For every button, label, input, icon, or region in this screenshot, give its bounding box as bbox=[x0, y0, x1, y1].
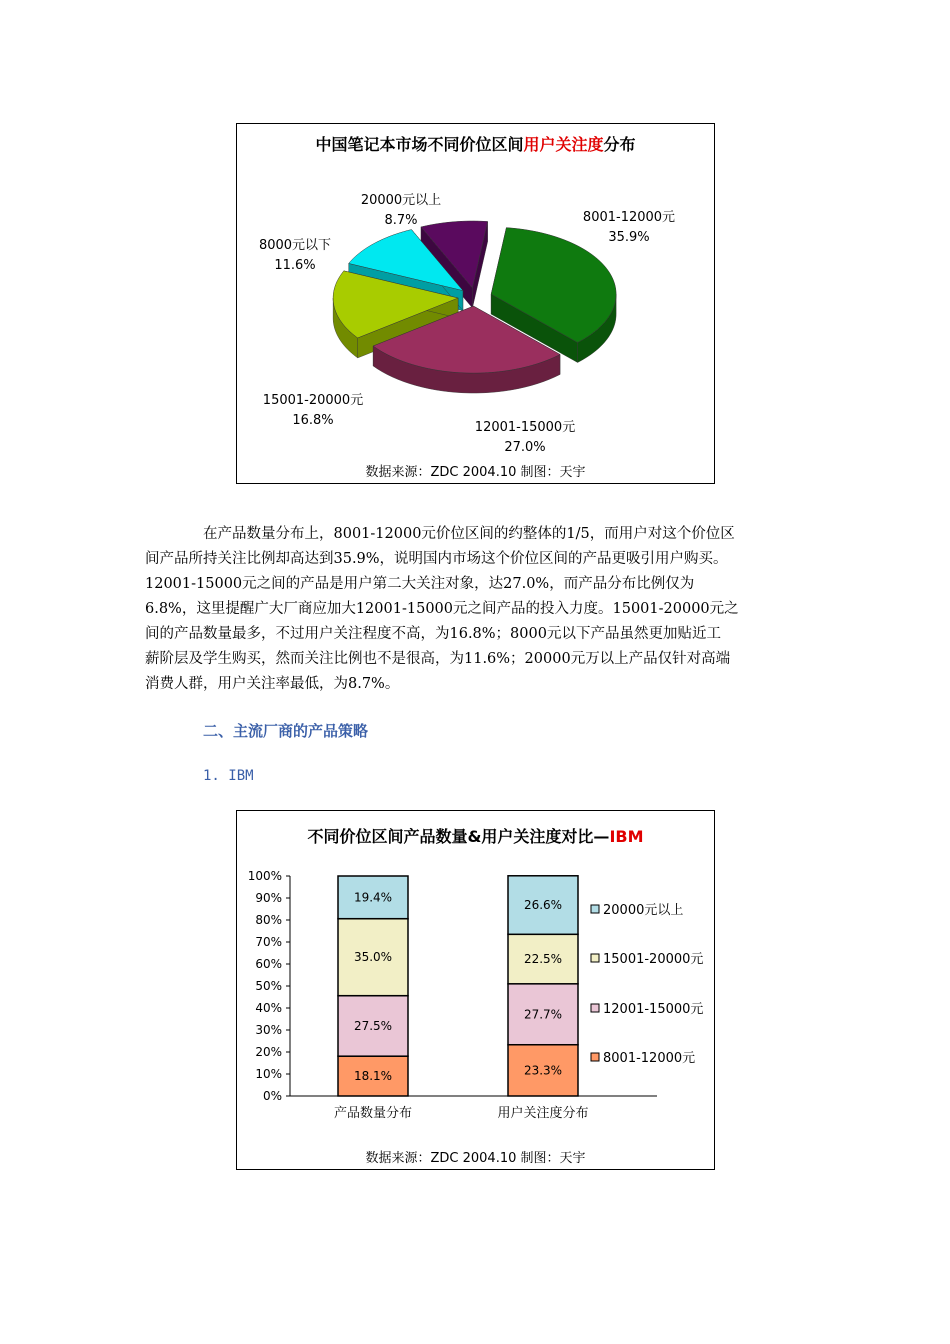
pie-slice-label: 15001-20000元 bbox=[262, 393, 364, 408]
pie-slice-value: 11.6% bbox=[274, 258, 316, 273]
x-category-label: 用户关注度分布 bbox=[497, 1106, 589, 1121]
paragraph-line: 薪阶层及学生购买，然而关注比例也不是很高，为11.6%；20000元万以上产品仅针对高端 bbox=[145, 651, 731, 667]
paragraph-line: 间的产品数量最多，不过用户关注程度不高，为16.8%；8000元以下产品虽然更加贴近工 bbox=[145, 626, 721, 642]
bar-value-label: 18.1% bbox=[353, 1069, 393, 1084]
pie-title-suffix: 分布 bbox=[603, 135, 636, 154]
pie-chart-figure bbox=[236, 123, 715, 484]
legend-swatch bbox=[591, 1004, 599, 1012]
legend-label: 12001-15000元 bbox=[603, 1002, 704, 1017]
y-tick-label: 80% bbox=[255, 913, 282, 927]
legend-swatch bbox=[591, 905, 599, 913]
bar-chart-figure bbox=[236, 810, 715, 1170]
bar-value-label: 19.4% bbox=[353, 890, 393, 905]
paragraph-line: 消费人群，用户关注率最低，为8.7%。 bbox=[145, 676, 400, 692]
paragraph-line: 12001-15000元之间的产品是用户第二大关注对象，达27.0%，而产品分布比例仅为 bbox=[145, 576, 695, 592]
analysis-paragraph bbox=[145, 522, 807, 697]
pie-slice-label: 8001-12000元 bbox=[582, 210, 676, 225]
pie-slice-label: 20000元以上 bbox=[360, 193, 442, 208]
legend-swatch bbox=[591, 954, 599, 962]
pie-slice-label: 8000元以下 bbox=[258, 238, 332, 253]
y-tick-label: 0% bbox=[262, 1089, 282, 1103]
pie-slice-value: 35.9% bbox=[608, 230, 650, 245]
pie-title-highlight: 用户关注度 bbox=[523, 135, 604, 154]
y-tick-label: 30% bbox=[255, 1023, 282, 1037]
bar-value-label: 27.5% bbox=[353, 1018, 393, 1033]
legend-swatch bbox=[591, 1053, 599, 1061]
pie-chart-source: 数据来源：ZDC 2004.10 制图：天宇 bbox=[365, 465, 586, 480]
legend-label: 15001-20000元 bbox=[603, 952, 704, 967]
y-tick-label: 100% bbox=[247, 869, 282, 883]
y-tick-label: 60% bbox=[255, 957, 282, 971]
pie-slice-value: 16.8% bbox=[292, 413, 334, 428]
y-tick-label: 10% bbox=[255, 1067, 282, 1081]
paragraph-line: 间产品所持关注比例却高达到35.9%，说明国内市场这个价位区间的产品更吸引用户购买。 bbox=[145, 551, 728, 567]
legend-label: 20000元以上 bbox=[603, 903, 684, 918]
y-tick-label: 90% bbox=[255, 891, 282, 905]
y-tick-label: 50% bbox=[255, 979, 282, 993]
bar-chart-source: 数据来源：ZDC 2004.10 制图：天宇 bbox=[365, 1151, 586, 1166]
pie-slice-value: 8.7% bbox=[384, 213, 418, 228]
pie-title-prefix: 中国笔记本市场不同价位区间 bbox=[315, 135, 524, 154]
legend-label: 8001-12000元 bbox=[603, 1051, 696, 1066]
bar-chart-title bbox=[237, 824, 714, 847]
paragraph-line: 6.8%，这里提醒广大厂商应加大12001-15000元之间产品的投入力度。15001-20000元之 bbox=[145, 601, 739, 617]
y-tick-label: 40% bbox=[255, 1001, 282, 1015]
bar-value-label: 22.5% bbox=[523, 952, 563, 967]
bar-chart-plot bbox=[237, 856, 714, 1136]
y-tick-label: 20% bbox=[255, 1045, 282, 1059]
y-tick-label: 70% bbox=[255, 935, 282, 949]
bar-value-label: 35.0% bbox=[353, 950, 393, 965]
pie-slice-label: 12001-15000元 bbox=[474, 420, 576, 435]
bar-title-prefix: 不同价位区间产品数量&用户关注度对比— bbox=[307, 827, 610, 846]
pie-chart-plot bbox=[237, 159, 714, 479]
bar-value-label: 23.3% bbox=[523, 1063, 563, 1078]
bar-title-highlight: IBM bbox=[609, 827, 644, 846]
section-heading: 二、主流厂商的产品策略 bbox=[203, 722, 369, 740]
pie-slice-value: 27.0% bbox=[504, 440, 546, 455]
bar-value-label: 27.7% bbox=[523, 1007, 563, 1022]
bar-value-label: 26.6% bbox=[523, 898, 563, 913]
paragraph-line: 在产品数量分布上，8001-12000元价位区间的约整体的1/5，而用户对这个价位区 bbox=[203, 526, 735, 542]
pie-chart-title bbox=[237, 132, 714, 155]
sub-heading: 1. IBM bbox=[203, 768, 254, 784]
x-category-label: 产品数量分布 bbox=[333, 1106, 413, 1121]
